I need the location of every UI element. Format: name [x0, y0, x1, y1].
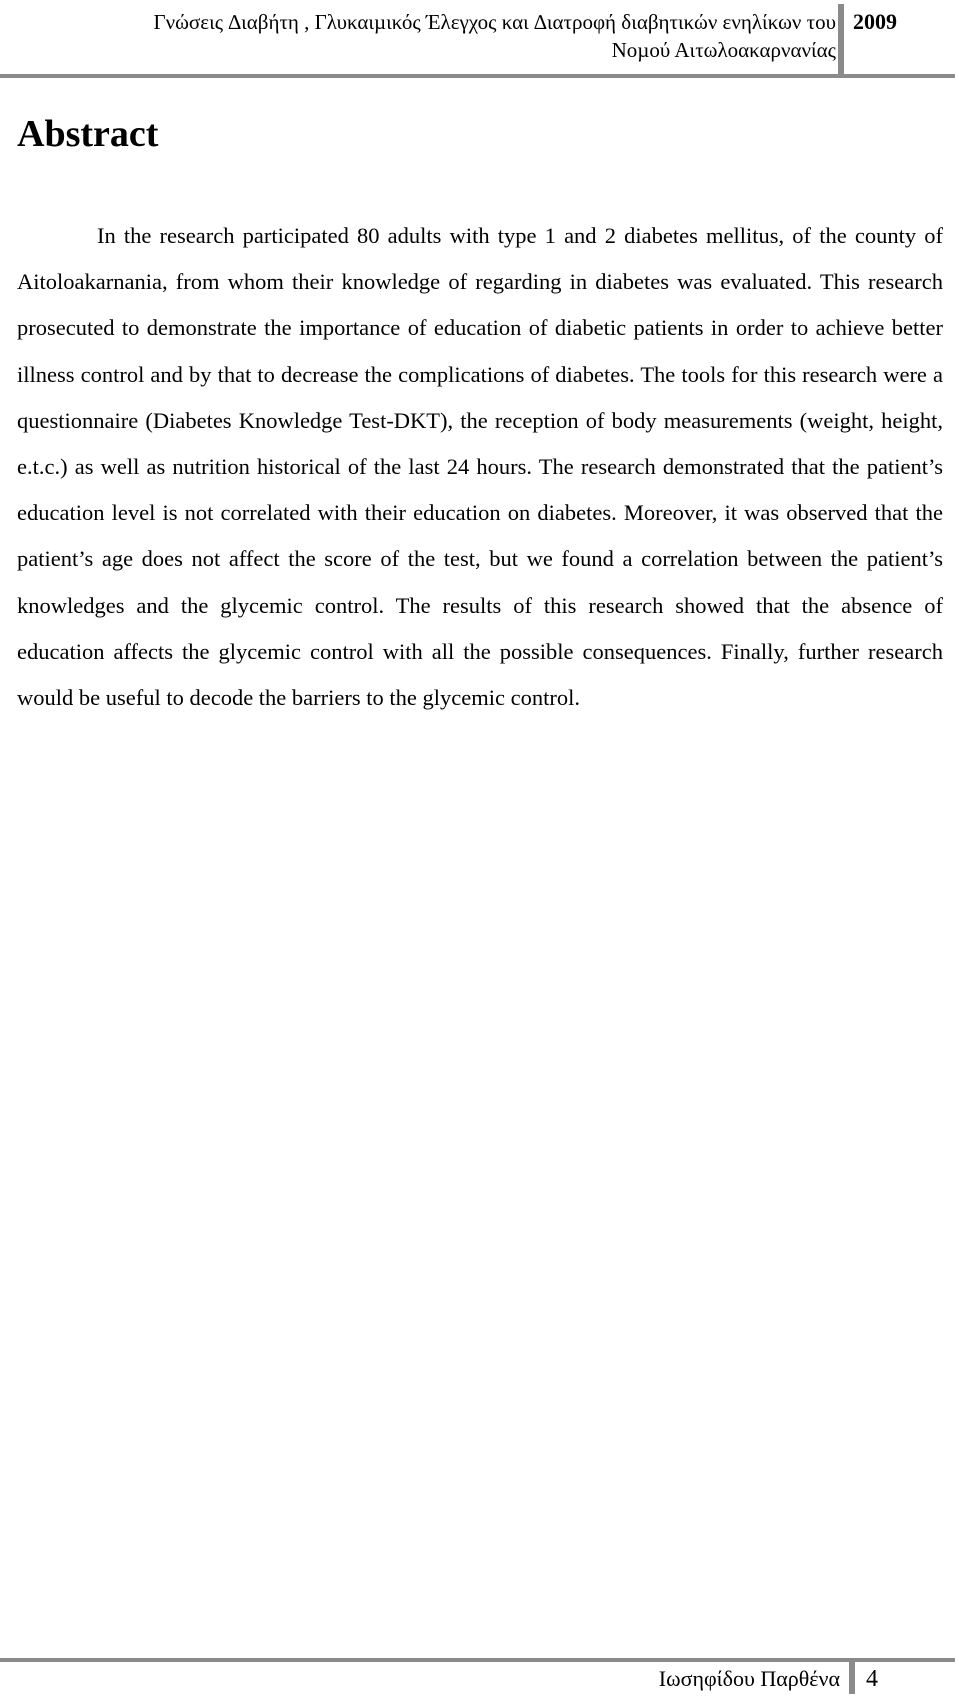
footer-rule	[0, 1658, 955, 1662]
abstract-paragraph: In the research participated 80 adults with type 1 and 2 diabetes mellitus, of the county of Aitoloakarnania, from whom their knowledge of regarding in diabetes was evaluated. This research prosecuted to demonstrate the importance of education of diabetic patients in order to achieve better illness control and by that to decrease the complications of diabetes. The tools for this research were a questionnaire (Diabetes Knowledge Test-DKT), the reception of body measurements (weight, height, e.t.c.) as well as nutrition historical of the last 24 hours. The research demonstrated that the patient’s education level is not correlated with their education on diabetes. Moreover, it was observed that the patient’s age does not affect the score of the test, but we found a correlation between the patient’s knowledges and the glycemic control. The results of this research showed that the absence of education affects the glycemic control with all the possible consequences. Finally, further research would be useful to decode the barriers to the glycemic control.	[17, 223, 943, 711]
header-year: 2009	[853, 9, 897, 34]
page-header	[0, 0, 960, 80]
section-heading: Abstract	[17, 113, 159, 155]
footer-author: Ιωσηφίδου Παρθένα	[658, 1666, 840, 1691]
running-title	[14, 8, 836, 64]
page-footer	[0, 1650, 960, 1696]
header-divider-vertical	[838, 4, 844, 78]
page-number: 4	[866, 1666, 878, 1692]
header-rule	[0, 74, 955, 78]
running-title-line-2: Νοµού Αιτωλοακαρνανίας	[611, 38, 836, 62]
running-title-line-1: Γνώσεις ∆ιαβήτη , Γλυκαιµικός Έλεγχος και ∆ιατροφή διαβητικών ενηλίκων του	[153, 10, 836, 34]
footer-divider-vertical	[849, 1658, 855, 1694]
